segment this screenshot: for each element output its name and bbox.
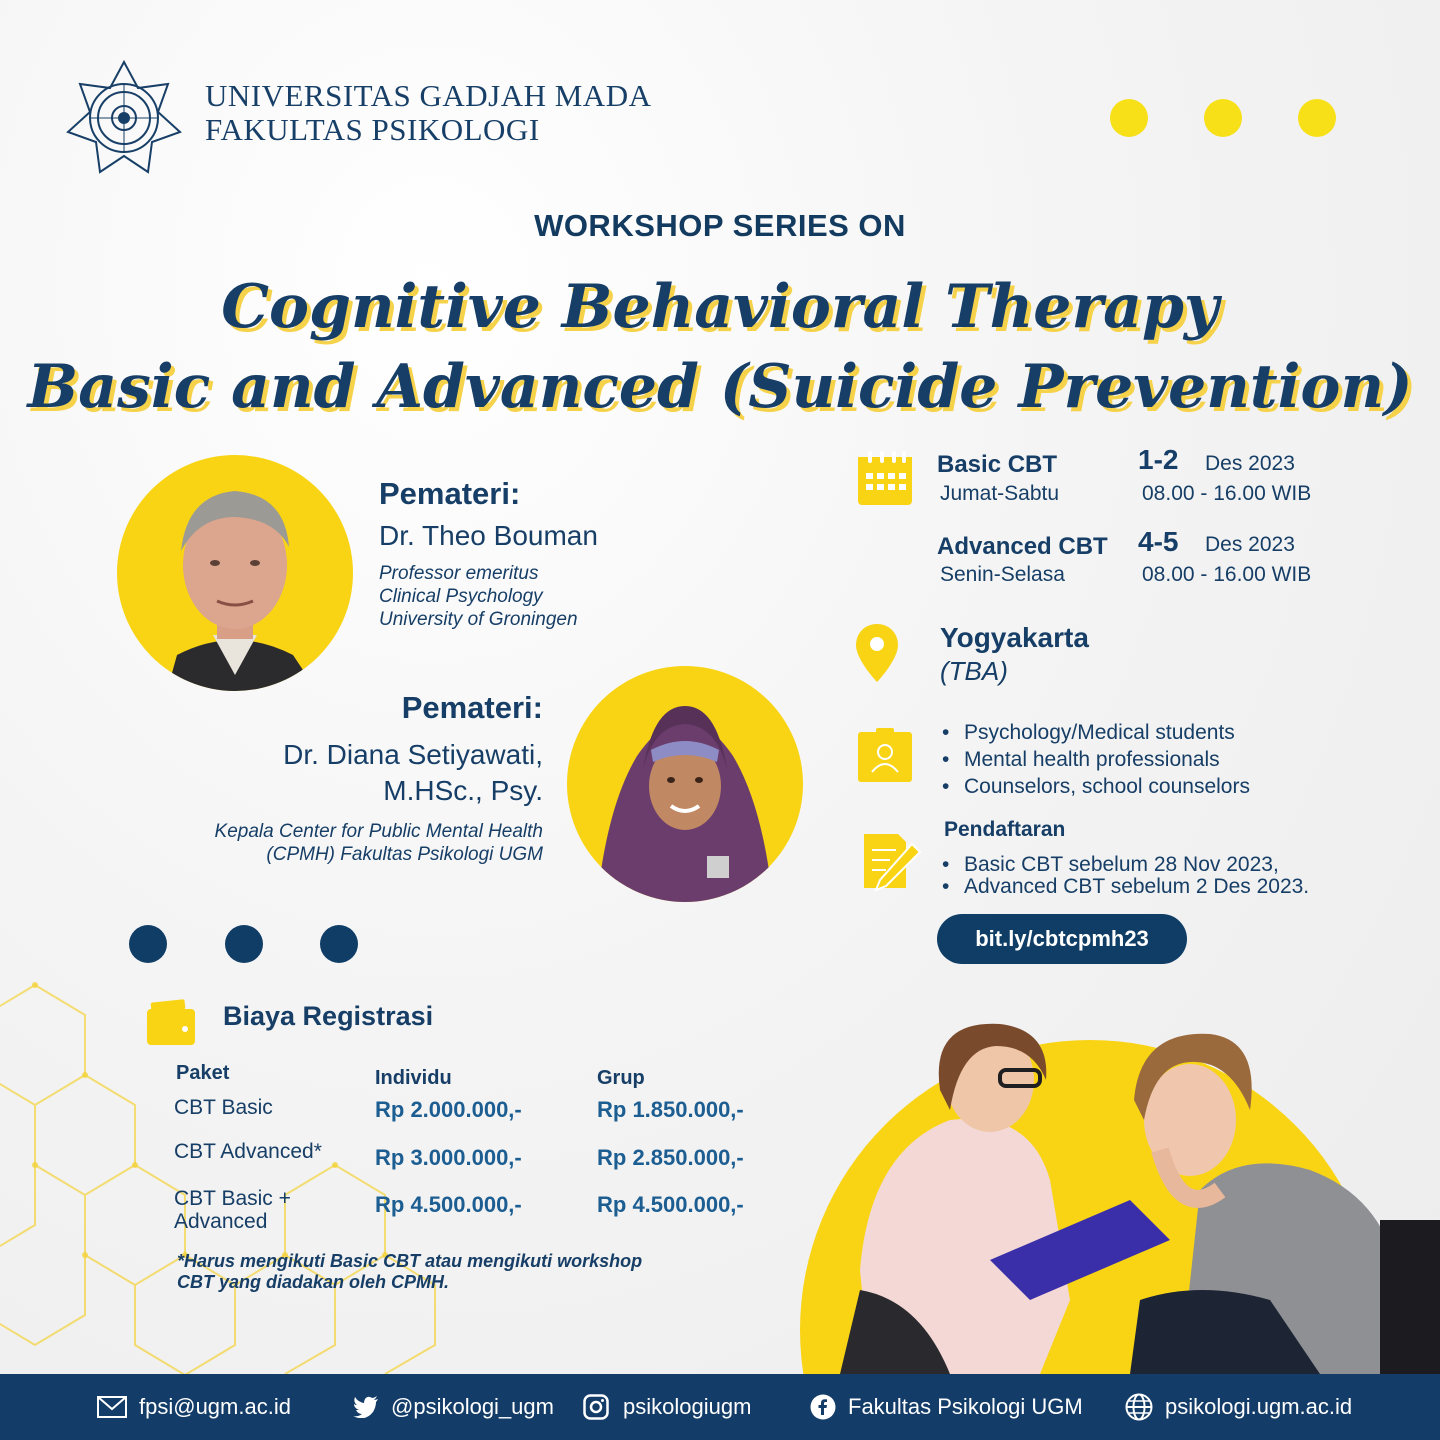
- speaker-1-role-line: Clinical Psychology: [379, 586, 543, 607]
- audience-item: • Psychology/Medical students: [942, 719, 1250, 746]
- decor-dot: [129, 925, 167, 963]
- schedule-advanced-time: 08.00 - 16.00 WIB: [1142, 563, 1312, 586]
- schedule-advanced-month: Des 2023: [1205, 533, 1295, 556]
- registration-link[interactable]: bit.ly/cbtcpmh23: [937, 914, 1187, 964]
- decor-dot: [1110, 99, 1148, 137]
- wallet-icon: [147, 999, 195, 1045]
- footer-instagram[interactable]: [583, 1374, 751, 1440]
- speaker-2-heading: Pemateri:: [401, 690, 543, 725]
- registration-deadlines: [942, 854, 1309, 898]
- schedule-advanced-days: Senin-Selasa: [940, 563, 1065, 586]
- registration-heading: Pendaftaran: [944, 818, 1066, 841]
- location-pin-icon: [856, 624, 898, 682]
- speaker-2-name-line: Dr. Diana Setiyawati,: [283, 739, 543, 770]
- fees-title: Biaya Registrasi: [223, 1001, 434, 1031]
- fees-row-individual: Rp 4.500.000,-: [375, 1192, 522, 1217]
- speaker-1-photo: [117, 455, 353, 691]
- speaker-1-role-line: University of Groningen: [379, 609, 578, 630]
- footer-email[interactable]: [97, 1374, 291, 1440]
- speaker-2-role-line: Kepala Center for Public Mental Health: [214, 821, 543, 842]
- faculty-name: FAKULTAS PSIKOLOGI: [205, 112, 540, 147]
- audience-list: [942, 719, 1250, 800]
- registration-deadline-item: • Advanced CBT sebelum 2 Des 2023.: [942, 876, 1309, 898]
- schedule-basic-month: Des 2023: [1205, 452, 1295, 475]
- fees-note-line: CBT yang diadakan oleh CPMH.: [177, 1272, 450, 1292]
- counseling-photo: [800, 1000, 1440, 1374]
- facebook-icon: [810, 1394, 836, 1420]
- schedule-advanced-date: 4-5: [1138, 526, 1179, 557]
- speaker-2-role-line: (CPMH) Fakultas Psikologi UGM: [266, 844, 543, 865]
- fees-row-package-line: CBT Basic +: [174, 1187, 291, 1210]
- fees-row-group: Rp 1.850.000,-: [597, 1097, 744, 1122]
- footer-website-text: psikologi.ugm.ac.id: [1165, 1394, 1353, 1419]
- ugm-emblem-icon: [64, 58, 184, 178]
- schedule-basic-date: 1-2: [1138, 444, 1179, 475]
- fees-row-group: Rp 2.850.000,-: [597, 1145, 744, 1170]
- speaker-2-name: [283, 737, 543, 809]
- decor-dot: [1298, 99, 1336, 137]
- registration-deadline-item: • Basic CBT sebelum 28 Nov 2023,: [942, 854, 1309, 876]
- fees-row-package: CBT Basic: [174, 1096, 273, 1119]
- globe-icon: [1125, 1393, 1153, 1421]
- fees-col-package: Paket: [176, 1062, 230, 1084]
- decor-dot: [225, 925, 263, 963]
- speaker-1-name: Dr. Theo Bouman: [379, 520, 598, 551]
- speaker-1-role: [379, 562, 578, 631]
- university-name: UNIVERSITAS GADJAH MADA: [205, 78, 652, 113]
- twitter-icon: [353, 1396, 379, 1418]
- schedule-basic-time: 08.00 - 16.00 WIB: [1142, 482, 1312, 505]
- audience-item: • Counselors, school counselors: [942, 773, 1250, 800]
- audience-item: • Mental health professionals: [942, 746, 1250, 773]
- footer-facebook-text: Fakultas Psikologi UGM: [848, 1394, 1083, 1419]
- fees-note-line: *Harus mengikuti Basic CBT atau mengikuti workshop: [177, 1251, 643, 1271]
- speaker-2-photo: [567, 666, 803, 902]
- decor-dot: [320, 925, 358, 963]
- footer-instagram-text: psikologiugm: [623, 1394, 752, 1419]
- schedule-basic-title: Basic CBT: [937, 451, 1058, 478]
- schedule-basic-days: Jumat-Sabtu: [940, 482, 1060, 505]
- audience-badge-icon: [856, 726, 914, 784]
- email-icon: [97, 1396, 127, 1418]
- fees-row-group: Rp 4.500.000,-: [597, 1192, 744, 1217]
- series-label: WORKSHOP SERIES ON: [534, 208, 906, 243]
- location-venue: (TBA): [940, 656, 1008, 686]
- footer-twitter-text: @psikologi_ugm: [391, 1394, 554, 1419]
- speaker-1-role-line: Professor emeritus: [379, 563, 539, 584]
- location-city: Yogyakarta: [940, 622, 1089, 653]
- footer-email-text: fpsi@ugm.ac.id: [139, 1394, 291, 1419]
- footer-website[interactable]: [1125, 1374, 1352, 1440]
- speaker-2-name-line: M.HSc., Psy.: [383, 775, 543, 806]
- workshop-title-line1: Cognitive Behavioral Therapy: [221, 272, 1219, 342]
- fees-col-individual: Individu: [375, 1067, 452, 1089]
- decor-dot: [1204, 99, 1242, 137]
- fees-note: [177, 1251, 642, 1293]
- instagram-icon: [583, 1394, 609, 1420]
- speaker-1-heading: Pemateri:: [379, 476, 521, 511]
- fees-row-individual: Rp 3.000.000,-: [375, 1145, 522, 1170]
- footer-facebook[interactable]: [810, 1374, 1083, 1440]
- fees-row-package-line: Advanced: [174, 1210, 268, 1233]
- speaker-2-role: [215, 820, 543, 866]
- fees-col-group: Grup: [597, 1067, 645, 1089]
- fees-row-individual: Rp 2.000.000,-: [375, 1097, 522, 1122]
- footer-bar: [0, 1374, 1440, 1440]
- fees-row-package: CBT Advanced*: [174, 1140, 322, 1163]
- fees-row-package: [174, 1187, 291, 1233]
- footer-twitter[interactable]: [353, 1374, 554, 1440]
- calendar-icon: [856, 449, 914, 507]
- schedule-advanced-title: Advanced CBT: [937, 533, 1108, 560]
- registration-form-icon: [860, 830, 922, 892]
- workshop-title-line2: Basic and Advanced (Suicide Prevention): [27, 352, 1413, 422]
